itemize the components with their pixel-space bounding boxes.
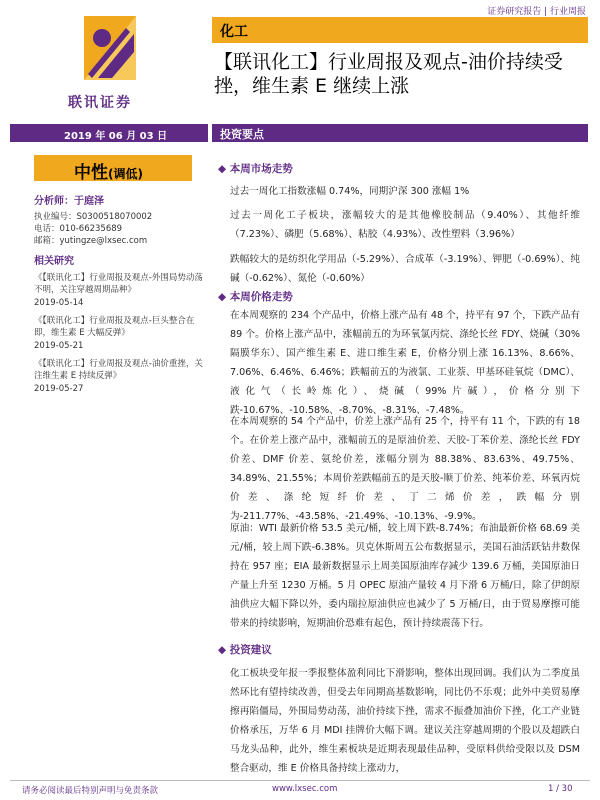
market-paragraph-1: 过去一周化工指数涨幅 0.74%，同期沪深 300 涨幅 1% [230,186,470,197]
market-trend-heading: ◆ 本周市场走势 [218,163,293,175]
diamond-icon: ◆ [218,163,230,175]
page-number: 1 / 30 [548,784,573,794]
rating-box [34,155,192,181]
diamond-icon: ◆ [218,644,230,656]
analyst-email[interactable]: 邮箱：yutingze@lxsec.com [34,236,148,246]
footer-divider [10,780,590,781]
related-research [34,252,206,396]
rating-value: 中性(调低) [74,163,143,183]
related-date: 2019-05-21 [34,341,84,351]
price-paragraph-1: 在本周观察的 234 个产品中，价格上涨产品有 48 个，持平有 97 个，下跌产品有 89 个。价格上涨产品中，涨幅前五的为环氧氯丙烷、涤纶长丝 FDY、烧碱（30%隔膜华东）、国产维生素 E、进口维生素 E，价格分别上涨 16.13%、8.66%、7.06%、6.46%、6.46%；跌幅前五的为液氯、工业萘、甲基环硅氧烷（DMC）、液化气（长岭炼化）、烧碱（99%片碱），价格分别下跌-10.67%、-10.58%、-8.70%、-8.31%、-7.48%。 [230,310,580,416]
analyst-name: 分析师：于庭泽 [34,196,104,207]
market-paragraph-3: 跌幅较大的是纺织化学用品（-5.29%）、合成革（-3.19%）、钾肥（-0.69%）、纯碱（-0.62%）、氮伦（-0.60%） [230,254,580,284]
sector-label: 化工 [220,24,248,40]
company-logo [64,12,154,90]
report-title: 【联讯化工】行业周报及观点-油价持续受挫，维生素 E 继续上涨 [214,51,563,97]
report-date: 2019 年 06 月 03 日 [64,131,168,142]
related-item[interactable]: 《【联讯化工】行业周报及观点-外围局势动荡不明，关注穿越周期品种》 [34,273,203,295]
disclaimer-link[interactable]: 请务必阅读最后特别声明与免责条款 [22,786,159,796]
logo-text: 联讯证券 [68,95,132,111]
price-trend-heading: ◆ 本周价格走势 [218,291,293,303]
market-paragraph-2: 过去一周化工子板块，涨幅较大的是其他橡胶制品（9.40%）、其他纤维（7.23%）、磷肥（5.68%）、粘胶（4.93%）、改性塑料（3.96%） [230,210,580,240]
related-date: 2019-05-27 [34,384,84,394]
related-date: 2019-05-14 [34,298,84,308]
oil-paragraph: 原油：WTI 最新价格 53.5 美元/桶，较上周下跌-8.74%；布油最新价格 68.69 美元/桶，较上周下跌-6.38%。贝克休斯周五公布数据显示，美国石油活跃钻井数保持在 957 座；EIA 最新数据显示上周美国原油库存减少 139.6 万桶，美国原油日产量上升至 1230 万桶。5 月 OPEC 原油产量较 4 月下滑 6 万桶/日，除了伊朗原油供应大幅下降以外，委内瑞拉原油供应也减少了 5 万桶/日，由于贸易摩擦可能带来的持续影响，短期油价恐难有起色，预计持续震荡下行。 [230,523,580,629]
analyst-license: 执业编号：S0300518070002 [34,212,153,222]
investment-advice-heading: ◆ 投资建议 [218,644,272,656]
analyst-phone: 电话：010-66235689 [34,224,123,234]
report-type-label: 证券研究报告 | 行业周报 [487,7,586,17]
advice-paragraph: 化工板块受年报一季报整体盈利同比下滑影响，整体出现回调。我们认为二季度虽然环比有望持续改善，但受去年同期高基数影响，同比仍不乐观；此外中美贸易摩擦再陷僵局，外围局势动荡，油价持续下挫，需求不振叠加油价下挫，化工产业链价格承压，万华 6 月 MDI 挂牌价大幅下调。建议关注穿越周期的个股以及超跌白马龙头品种，此外，维生素板块是近期表现最佳品种，受原料供给受限以及 DSM 整合驱动，维 E 价格具备持续上涨动力， [230,668,580,774]
price-paragraph-2: 在本周观察的 54 个产品中，价差上涨产品有 25 个，持平有 11 个，下跌的有 18 个。在价差上涨产品中，涨幅前五的是原油价差、天胶-丁苯价差、涤纶长丝 FDY 价差、DMF 价差、氨纶价差，涨幅分别为 88.38%、83.63%、49.75%、34.89%、21.55%；本周价差跌幅前五的是天胶-顺丁价差、纯苯价差、环氧丙烷价差、涤纶短纤价差、丁二烯价差，跌幅分别为-211.77%、-43.58%、-21.49%、-10.13%、-9.9%。 [230,416,580,522]
related-title: 相关研究 [34,256,74,267]
website-link[interactable]: www.lxsec.com [272,784,338,794]
section-title: 投资要点 [220,128,264,141]
diamond-icon: ◆ [218,291,230,303]
analyst-info [34,192,206,246]
date-banner [10,124,208,142]
section-banner [212,124,588,142]
sector-banner [212,17,588,43]
related-item[interactable]: 《【联讯化工】行业周报及观点-油价重挫，关注维生素 E 持续反弹》 [34,359,203,381]
related-item[interactable]: 《【联讯化工】行业周报及观点-巨头整合在即，维生素 E 大幅反弹》 [34,316,195,338]
